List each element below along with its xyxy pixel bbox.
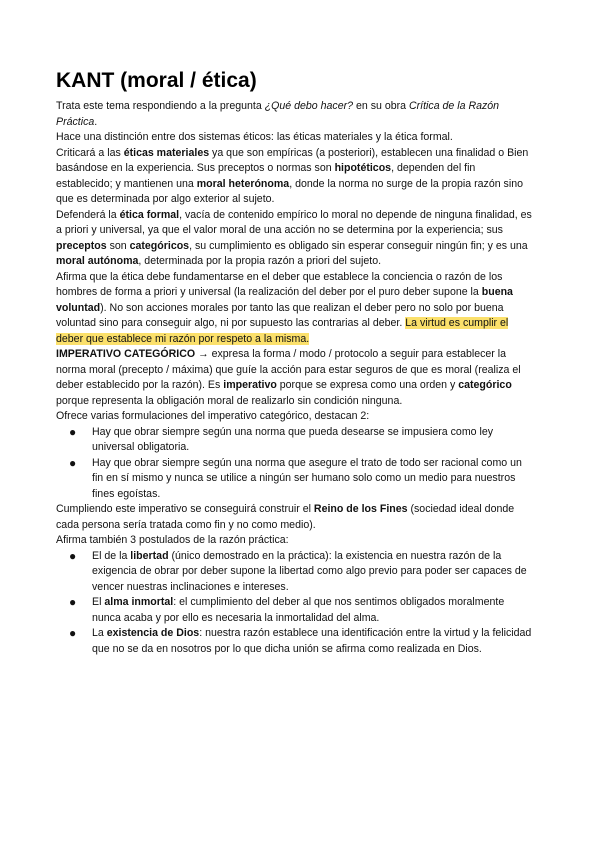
list-item <box>69 424 534 456</box>
document-title: KANT (moral / ética) <box>56 69 257 92</box>
text-run: , donde la norma no surge de la propia razón sino que es determinada por algo exterior al sujeto. <box>56 177 523 205</box>
text-run: , determinada por la propia razón a priori del sujeto. <box>138 255 382 267</box>
text-run: , su cumplimiento es obligado sin esperar conseguir ningún fin; y es una <box>189 239 528 252</box>
text-run: son <box>106 239 130 252</box>
text-run: El <box>92 596 105 608</box>
bullet-icon: ● <box>69 548 77 563</box>
bold-term: categórico <box>458 379 512 391</box>
list-item <box>69 595 534 626</box>
text-run: porque se expresa como una orden y <box>276 379 459 391</box>
text-run: (único demostrado en la práctica): la existencia en nuestra razón de la exigencia de obrar por deber supone la libertad como algo previo para poder ser capaces de vencer nuestras inclinaciones e intereses. <box>92 549 527 593</box>
bullet-icon: ● <box>69 595 77 609</box>
bold-term: moral autónoma <box>56 255 139 267</box>
list-item <box>69 455 534 503</box>
text-run: en su obra <box>353 100 409 112</box>
paragraph-postulates: Afirma también 3 postulados de la razón práctica: <box>56 534 289 546</box>
bold-term: moral heterónoma <box>196 177 290 190</box>
text-run: (sociedad ideal donde cada persona sería tratada como fin y no como medio). <box>56 503 515 531</box>
bold-term: imperativo <box>223 379 277 391</box>
bold-term: existencia de Dios <box>106 627 200 639</box>
list-item <box>69 548 534 596</box>
list-item-text: Hay que obrar siempre según una norma que pueda desearse se impusiera como ley universal obligatoria. <box>92 425 494 453</box>
paragraph-kingdom-of-ends <box>56 502 534 533</box>
text-run: : el cumplimiento del deber al que nos sentimos obligados moralmente nunca acaba y por ello es necesaria la inmortalidad del alma. <box>92 596 505 624</box>
bold-term: categóricos <box>129 239 190 252</box>
list-item-text: Hay que obrar siempre según una norma que asegure el trato de todo ser racional como un fin en sí mismo y nunca se utilice a ningún ser humano solo como un medio para nuestros fines egoístas. <box>92 456 522 500</box>
paragraph-categorical-imperative <box>56 347 534 409</box>
text-run: : nuestra razón establece una identificación entre la virtud y la felicidad que no se da en nosotros por lo que dicha unión se afirma como realizada en Dios. <box>92 627 532 655</box>
postulates-list <box>56 549 534 658</box>
paragraph-material-ethics <box>56 146 534 208</box>
highlighted-text: La virtud es cumplir el deber que establece mi razón por respeto a la misma. <box>56 317 509 345</box>
text-run: ya que son empíricas (a posteriori), establecen una finalidad o Bien basándose en la experiencia. Sus preceptos o normas son <box>56 146 529 174</box>
bullet-icon: ● <box>69 626 77 640</box>
bold-term: hipotéticos <box>334 162 392 174</box>
paragraph-formulations: Ofrece varias formulaciones del imperativo categórico, destacan 2: <box>56 410 370 422</box>
bold-term: alma inmortal <box>104 596 174 608</box>
text-run: porque representa la obligación moral de realizarlo sin condición ninguna. <box>56 394 403 407</box>
bullet-icon: ● <box>69 455 77 470</box>
bold-term: ética formal <box>119 208 180 221</box>
text-run: Defenderá la <box>56 208 120 221</box>
bold-term: preceptos <box>56 239 107 252</box>
text-run: La <box>92 627 107 639</box>
text-run: Criticará a las <box>56 146 124 159</box>
paragraph-distinction: Hace una distinción entre dos sistemas éticos: las éticas materiales y la ética formal. <box>56 131 453 143</box>
text-run: → expresa la forma / modo / protocolo a seguir para establecer la norma moral (precepto / máxima) que guíe la acción para estar seguros de que es moral (realiza el deber establecido por la razón). Es <box>56 348 521 391</box>
bold-term: buena voluntad <box>56 286 513 314</box>
text-run: . <box>94 115 98 128</box>
text-run: , dependen del fin establecido; y mantienen una <box>56 162 476 190</box>
formulations-list <box>56 425 534 503</box>
question-italic: ¿Qué debo hacer? <box>264 100 354 112</box>
bold-term: éticas materiales <box>123 146 210 159</box>
text-run: El de la <box>92 549 131 562</box>
text-run: Afirma que la ética debe fundamentarse en el deber que establece la conciencia o razón de los hombres de forma a priori y universal (la realización del deber por el puro deber supone la <box>56 270 503 298</box>
work-title-italic: Crítica de la Razón Práctica <box>56 100 500 128</box>
text-run: Cumpliendo este imperativo se conseguirá construir el <box>56 503 314 515</box>
text-run: ). No son acciones morales por tanto las que realizan el deber pero no solo por buena voluntad sino para conseguir algo, ni por supuesto las contrarias al deber. <box>56 301 504 329</box>
document-page <box>56 68 534 657</box>
paragraph-formal-ethics <box>56 208 534 270</box>
paragraph-duty <box>56 270 534 348</box>
bullet-icon: ● <box>69 424 77 439</box>
list-item <box>69 626 534 657</box>
paragraph-intro <box>56 99 534 130</box>
bold-term: IMPERATIVO CATEGÓRICO <box>56 348 196 360</box>
text-run: Trata este tema respondiendo a la pregunta <box>56 100 265 112</box>
bold-term: Reino de los Fines <box>313 503 408 515</box>
text-run: , vacía de contenido empírico lo moral no depende de ninguna finalidad, es a priori y universal, ya que el valor moral de una acción no se determina por la experiencia; sus <box>56 208 532 236</box>
bold-term: libertad <box>130 549 169 562</box>
